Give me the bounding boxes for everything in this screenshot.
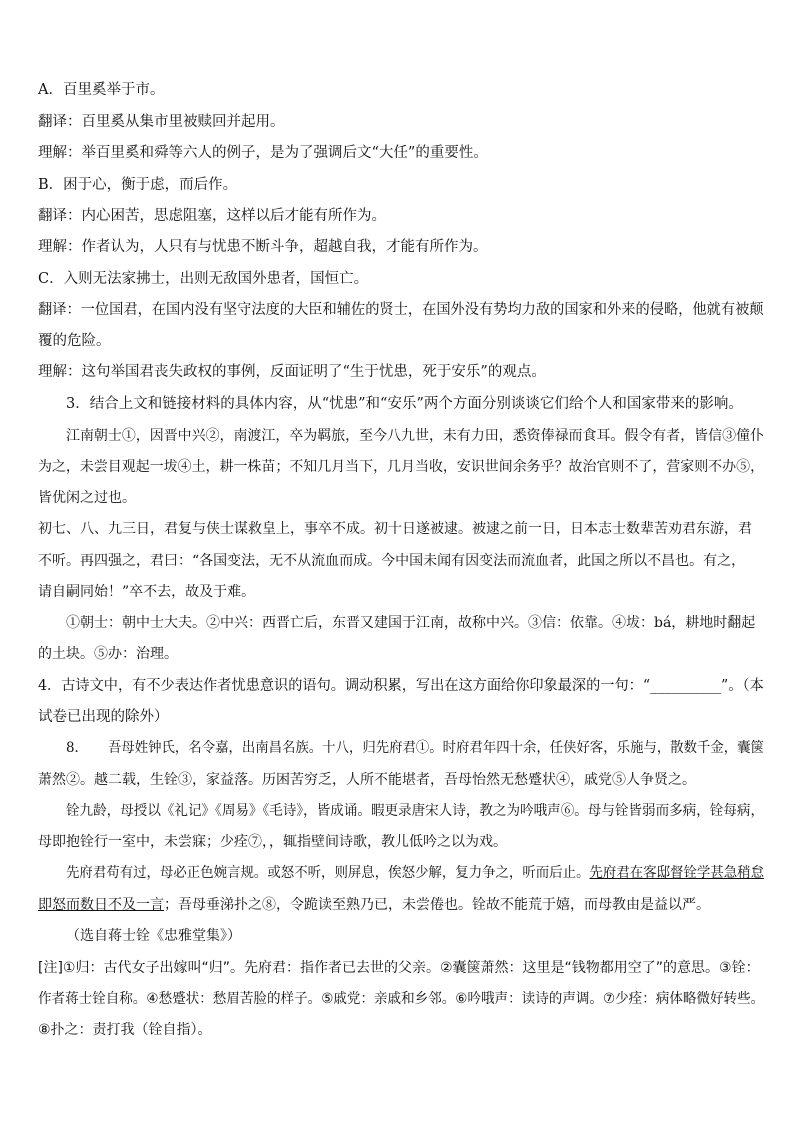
passage-8-line6-text: ；吾母垂涕扑之⑧，令跪读至熟乃已，未尝倦也。铨故不能荒于嬉，而母教由是益以严。 bbox=[164, 897, 710, 913]
notes-2-line3: ⑧扑之：责打我（铨自指）。 bbox=[38, 1022, 212, 1038]
passage-8-line6 bbox=[38, 895, 710, 915]
passage-8-line2: 萧然②。越二载，生铨③，家益落。历困苦穷乏，人所不能堪者，吾母怡然无愁蹙状④，戚党⑤人争贤之。 bbox=[38, 772, 696, 788]
underlined-sentence-part1: 先府君在客邸督铨学甚急稍怠 bbox=[589, 865, 765, 881]
option-a-quote: A．百里奚举于市。 bbox=[38, 82, 165, 98]
material-2-line3: 请自嗣同始！”卒不去，故及于难。 bbox=[38, 584, 256, 600]
passage-8-line4: 母即抱铨行一室中，未尝寐；少痊⑦，，辄指壁间诗歌，教儿低吟之以为戏。 bbox=[38, 834, 507, 850]
notes-1-line2: 的土块。⑤办：治理。 bbox=[38, 646, 178, 662]
option-a-translation: 翻译：百里奚从集市里被赎回并起用。 bbox=[38, 114, 285, 130]
notes-2-line2: 作者蒋士铨自称。④愁蹙状：愁眉苦脸的样子。⑤戚党：亲戚和乡邻。⑥吟哦声：读诗的声调。⑦少痊：病体略微好转些。 bbox=[38, 991, 765, 1007]
underlined-sentence-part2: 即怒而数日不及一言 bbox=[38, 897, 164, 913]
question-4-line2: 试卷已出现的除外） bbox=[38, 709, 169, 725]
option-b-quote: B．困于心，衡于虑，而后作。 bbox=[38, 177, 238, 193]
question-3: 3．结合上文和链接材料的具体内容，从“忧患”和“安乐”两个方面分别谈谈它们给个人和国家带来的影响。 bbox=[66, 396, 743, 412]
option-b-translation: 翻译：内心困苦，思虑阻塞，这样以后才能有所作为。 bbox=[38, 208, 386, 224]
material-2-line1: 初七、八、九三日，君复与侠士谋救皇上，事卒不成。初十日遂被逮。被逮之前一日，日本志士数辈苦劝君东游，君 bbox=[38, 521, 752, 537]
option-c-understanding: 理解：这句举国君丧失政权的事例，反面证明了“生于忧患，死于安乐”的观点。 bbox=[38, 364, 546, 380]
option-c-translation-line1: 翻译：一位国君，在国内没有坚守法度的大臣和辅佐的贤士，在国外没有势均力敌的国家和外来的侵略，他就有被颠 bbox=[38, 302, 764, 318]
passage-8-line3: 铨九龄，母授以《礼记》《周易》《毛诗》，皆成诵。暇更录唐宋人诗，教之为吟哦声⑥。母与铨皆弱而多病，铨每病， bbox=[66, 803, 765, 819]
option-b-understanding: 理解：作者认为，人只有与忧患不断斗争，超越自我，才能有所作为。 bbox=[38, 239, 488, 255]
option-a-understanding: 理解：举百里奚和舜等六人的例子，是为了强调后文“大任”的重要性。 bbox=[38, 145, 488, 161]
passage-8-line5 bbox=[66, 863, 764, 883]
notes-1-line1: ①朝士：朝中士大夫。②中兴：西晋亡后，东晋又建国于江南，故称中兴。③信：依靠。④坺：bá，耕地时翻起 bbox=[66, 615, 756, 631]
notes-2-line1: [注]①归：古代女子出嫁叫“归”。先府君：指作者已去世的父亲。②囊箧萧然：这里是“钱物都用空了”的意思。③铨： bbox=[38, 960, 760, 976]
material-1-line2: 为之，未尝目观起一坺④土，耕一株苗；不知几月当下，几月当收，安识世间余务乎？故治官则不了，营家则不办⑤， bbox=[38, 459, 765, 475]
option-c-translation-line2: 覆的危险。 bbox=[38, 333, 111, 349]
material-1-line3: 皆优闲之过也。 bbox=[38, 490, 136, 506]
source-citation: （选自蒋士铨《忠雅堂集》） bbox=[66, 928, 241, 944]
material-1-line1: 江南朝士①，因晋中兴②，南渡江，卒为羁旅，至今八九世，未有力田，悉资俸禄而食耳。假令有者，皆信③僮仆 bbox=[66, 428, 764, 444]
material-2-line2: 不听。再四强之，君曰：“各国变法，无不从流血而成。今中国未闻有因变法而流血者，此国之所以不昌也。有之， bbox=[38, 553, 746, 569]
question-4-line1: 4．古诗文中，有不少表达作者忧患意识的语句。调动积累，写出在这方面给你印象最深的一句：“__________”。（本 bbox=[38, 678, 764, 694]
option-c-quote: C．入则无法家拂士，出则无敌国外患者，国恒亡。 bbox=[38, 271, 369, 287]
passage-8-line1: 8． 吾母姓钟氏，名令嘉，出南昌名族。十八，归先府君①。时府君年四十余，任侠好客，乐施与，散数千金，囊箧 bbox=[66, 740, 764, 756]
passage-8-line5-text: 先府君苟有过，母必正色婉言规。或怒不听，则屏息，俟怒少解，复力争之，听而后止。 bbox=[66, 865, 590, 881]
